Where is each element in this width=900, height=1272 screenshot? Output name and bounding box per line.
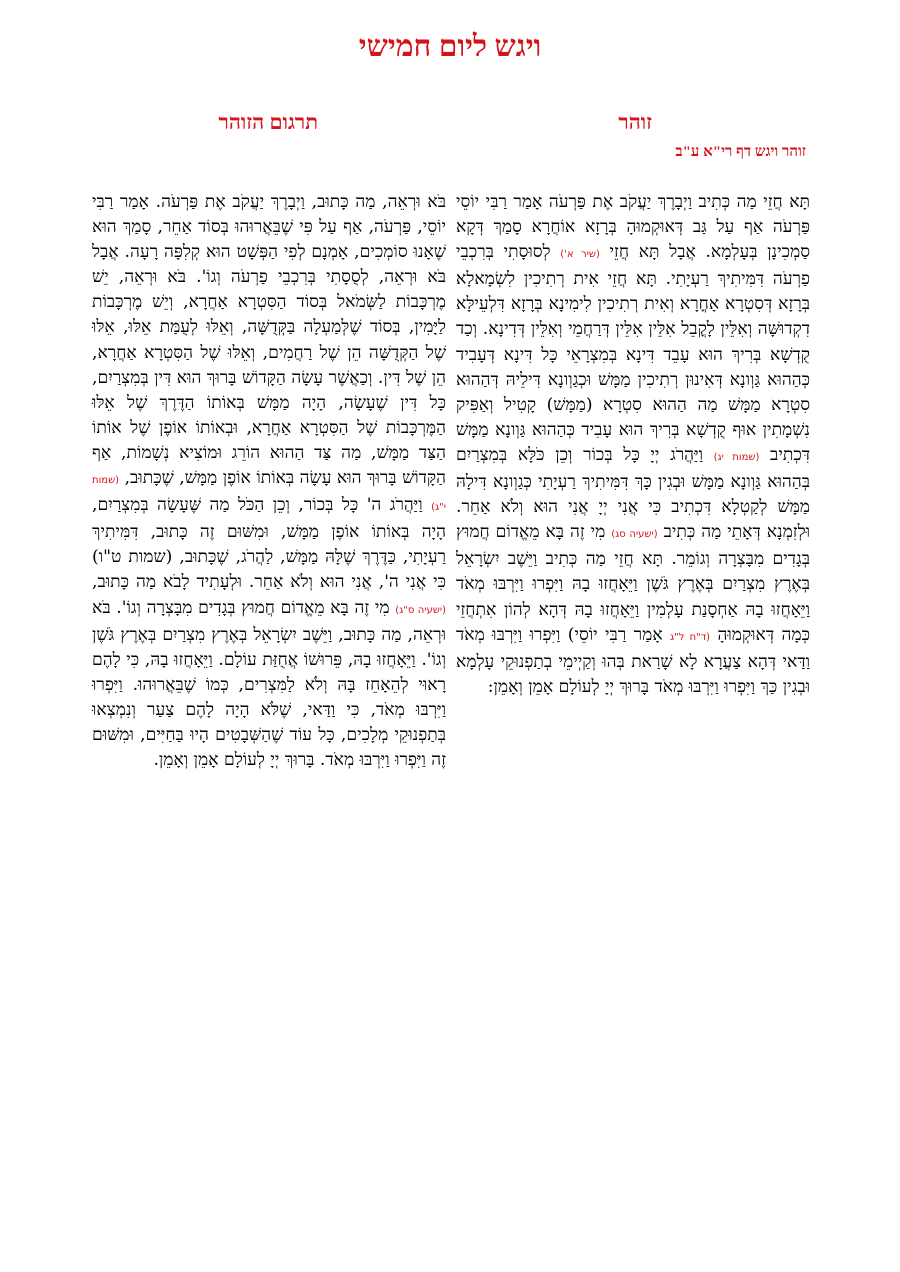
page-title: ויגש ליום חמישי	[358, 30, 542, 63]
zohar-paragraph-2: לְסוּסָתִי בְּרִכְבֵי פַרְעֹה דִּמִּיתִיךְ רַעְיָתִי. תָּא חֲזֵי אִית רְתִיכִין לִשְׂמָאלָא בְּרָזָא דְּסִטְרָא אָחֳרָא וְאִית רְתִיכִין לִימִינָא בְּרָזָא דִּלְעֵילָּא דִקְדוּשָּׁה וְאִלֵּין לָקֳבֵל אִלֵּין אִלֵּין דְּרַחֲמֵי וְאִלֵּין דְּדִינָא. וְכַד קֻדְשָׁא בְּרִיךְ הוּא עָבֵד דִּינָא בְּמִצְרָאֵי כָּל דִּינָא דְּעָבִיד כְּהַהוּא גַּוְונָא דְּאִינוּן רְתִיכִין מַמָּשׁ וּכְגַוְונָא דִּילֵיהּ דְּהַהוּא סִטְרָא מַמָּשׁ מַה הַהוּא סִטְרָא (מַמָּשׁ) קָטִיל וְאַפִּיק נִשְׁמָתִין אוּף קֻדְשָׁא בְּרִיךְ הוּא עָבִיד כְּהַהוּא גַּוְונָא מַמָּשׁ דִּכְתִיב	[456, 242, 810, 465]
citation-note: (ישעיה ס"ג)	[395, 604, 446, 616]
source-reference: זוהר ויגש דף רי"א ע"ב	[675, 144, 806, 160]
translation-text-column	[92, 190, 446, 773]
citation-note: (שיר א')	[560, 249, 600, 261]
zohar-paragraph-1: תָּא חֲזֵי מַה כְּתִיב וַיְבָרֶךְ יַעֲקֹב אֶת פַּרְעֹה אָמַר רַבִּי יוֹסֵי פַּרְעֹה אַף עַל גַּב דְּאוּקְמוּהָ בְּרָזָא אוֹחֲרָא סָמַךְ דְּקָא סַמְכִינָן בְּעָלְמָא. אֲבָל תָּא חֲזֵי	[456, 192, 810, 263]
citation-note: (ישעיה סג)	[611, 529, 658, 541]
zohar-text-column	[456, 190, 810, 700]
citation-note: (ד"ח ל"ג	[670, 631, 711, 643]
citation-note: (שמות י"ג)	[92, 475, 446, 514]
zohar-paragraph-5: אָמַר רַבִּי יוֹסֵי) וַיִּפְרוּ וַיִּרְבּוּ מְאֹד וַדַּאי דְּהָא צַעֲרָא לָא שָׁרַאת בְּהוּ וְקַיְימֵי בְתַפְנוּקֵי עָלְמָא וּבְגִין כַּךְ וַיִּפְרוּ וַיִּרְבּוּ מְאֹד בָּרוּךְ יְיָ לְעוֹלָם אָמֵן וְאָמֵן:	[456, 624, 810, 697]
citation-note: (שמות יג)	[713, 451, 760, 463]
zohar-paragraph-3: וַיַּהֲרֹג יְיָ כָּל בְּכוֹר וְכֵן כֹּלָּא בְּמִצְרַיִם בְּהַהוּא גַּוְונָא מַמָּשׁ וּבְגִין כָּךְ דִּמִּיתִיךְ רַעְיָתִי כְּגַוְונָא דִּילָהּ מַמָּשׁ לְקַטְלָא דִּכְתִיב כִּי אֲנִי יְיָ אֲנִי הוּא וְלֹא אַחֵר. וּלְזִמְנָא דְּאָתֵי מַה כְּתִיב	[456, 444, 811, 543]
translation-paragraph-1: בֹּא וּרְאֵה, מַה כָּתוּב, וַיְבָרֶךְ יַעֲקֹב אֶת פַּרְעֹה. אָמַר רַבִּי יוֹסֵי, פַּרְעֹה, אַף עַל פִּי שֶׁבֵּאֲרוּהוּ בְּסוֹד אַחֵר, סָמַךְ הוּא שֶׁאָנוּ סוֹמְכִים, אָמְנָם לְפִי הַפְּשָׁט הוּא קְלִפָּה רָעָה. אֲבָל בֹּא וּרְאֵה, לְסֻסָתִי בְּרִכְבֵי פַרְעֹה וְגוֹ'. בֹּא וּרְאֵה, יֵשׁ מֶרְכָּבוֹת לַשְּׂמֹאל בְּסוֹד הַסִּטְרָא אַחֲרָא, וְיֵשׁ מֶרְכָּבוֹת לַיָּמִין, בְּסוֹד שֶׁלְּמַעְלָה בַּקְּדֻשָּׁה, וְאֵלּוּ לְעֻמַּת אֵלּוּ, אֵלּוּ שֶׁל הַקְּדֻשָּׁה הֵן שֶׁל רַחֲמִים, וְאֵלּוּ שֶׁל הַסִּטְרָא אַחֲרָא, הֵן שֶׁל דִּין. וְכַאֲשֶׁר עָשָׂה הַקָּדוֹשׁ בָּרוּךְ הוּא דִּין בְּמִצְרַיִם, כָּל דִּין שֶׁעָשָׂה, הָיָה מַמָּשׁ בְּאוֹתוֹ הַדֶּרֶךְ שֶׁל אֵלּוּ הַמֶּרְכָּבוֹת שֶׁל הַסִּטְרָא אַחֲרָא, וּבְאוֹתוֹ אוֹפֶן שֶׁל אוֹתוֹ הַצַּד מַמָּשׁ, מַה צַּד הַהוּא הוֹרֵג וּמוֹצִיא נְשָׁמוֹת, אַף הַקָּדוֹשׁ בָּרוּךְ הוּא עָשָׂה בְּאוֹתוֹ אוֹפֶן מַמָּשׁ, שֶׁכָּתוּב,	[92, 192, 446, 489]
translation-paragraph-2: וַיַּהֲרֹג ה' כָּל בְּכוֹר, וְכֵן הַכֹּל מַה שֶּׁעָשָׂה בְּמִצְרַיִם, הָיָה בְּאוֹתוֹ אוֹפֶן מַמָּשׁ, וּמִשּׁוּם זֶה כָּתוּב, דִּמִּיתִיךְ רַעְיָתִי, כַּדֶּרֶךְ שֶׁלָּהּ מַמָּשׁ, לַהֲרֹג, שֶׁכָּתוּב, (שמות ט"ו) כִּי אֲנִי ה', אֲנִי הוּא וְלֹא אַחֵר. וּלְעָתִיד לָבֹא מַה כָּתוּב,	[92, 495, 446, 593]
zohar-paragraph-4: מִי זֶה בָּא מֵאֱדוֹם חֲמוּץ בְּגָדִים מִבָּצְרָה וְגוֹמֵר. תָּא חֲזֵי מַה כְּתִיב וַיֵּשֶׁב יִשְׂרָאֵל בְּאֶרֶץ מִצְרַיִם בְּאֶרֶץ גֹּשֶׁן וַיֵּאָחֲזוּ בָהּ וַיִּפְרוּ וַיִּרְבּוּ מְאֹד וַיֵּאָחֲזוּ בָהּ אַחְסָנַת עָלְמִין וַיֵּאָחֲזוּ בָהּ דְּהָא לְהוֹן אִתְחֲזֵי כְּמָה דְּאוּקְמוּהָ	[456, 522, 810, 645]
zohar-column-heading: זוהר	[618, 110, 652, 134]
translation-paragraph-3: מִי זֶה בָּא מֵאֱדוֹם חֲמוּץ בְּגָדִים מִבָּצְרָה וְגוֹ'. בֹּא וּרְאֵה, מַה כָּתוּב, וַיֵּשֶׁב יִשְׂרָאֵל בְּאֶרֶץ מִצְרַיִם בְּאֶרֶץ גֹּשֶׁן וְגוֹ'. וַיֵּאָחֲזוּ בָהּ, פֵּרוּשׁוֹ אֲחֻזַּת עוֹלָם. וַיֵּאָחֲזוּ בָהּ, כִּי לָהֶם רָאוּי לְהֵאָחֵז בָּהּ וְלֹא לַמִּצְרִים, כְּמוֹ שֶׁבֵּאֲרוּהוּ. וַיִּפְרוּ וַיִּרְבּוּ מְאֹד, כִּי וַדַּאי, שֶׁלֹּא הָיָה לָהֶם צַעַר וְנִמְצְאוּ בְּתַפְנוּקֵי מְלָכִים, כָּל עוֹד שֶׁהַשְּׁבָטִים הָיוּ בַּחַיִּים, וּמִשּׁוּם זֶה וַיִּפְרוּ וַיִּרְבּוּ מְאֹד. בָּרוּךְ יְיָ לְעוֹלָם אָמֵן וְאָמֵן.	[92, 597, 446, 771]
translation-column-heading: תרגום הזוהר	[218, 110, 318, 134]
